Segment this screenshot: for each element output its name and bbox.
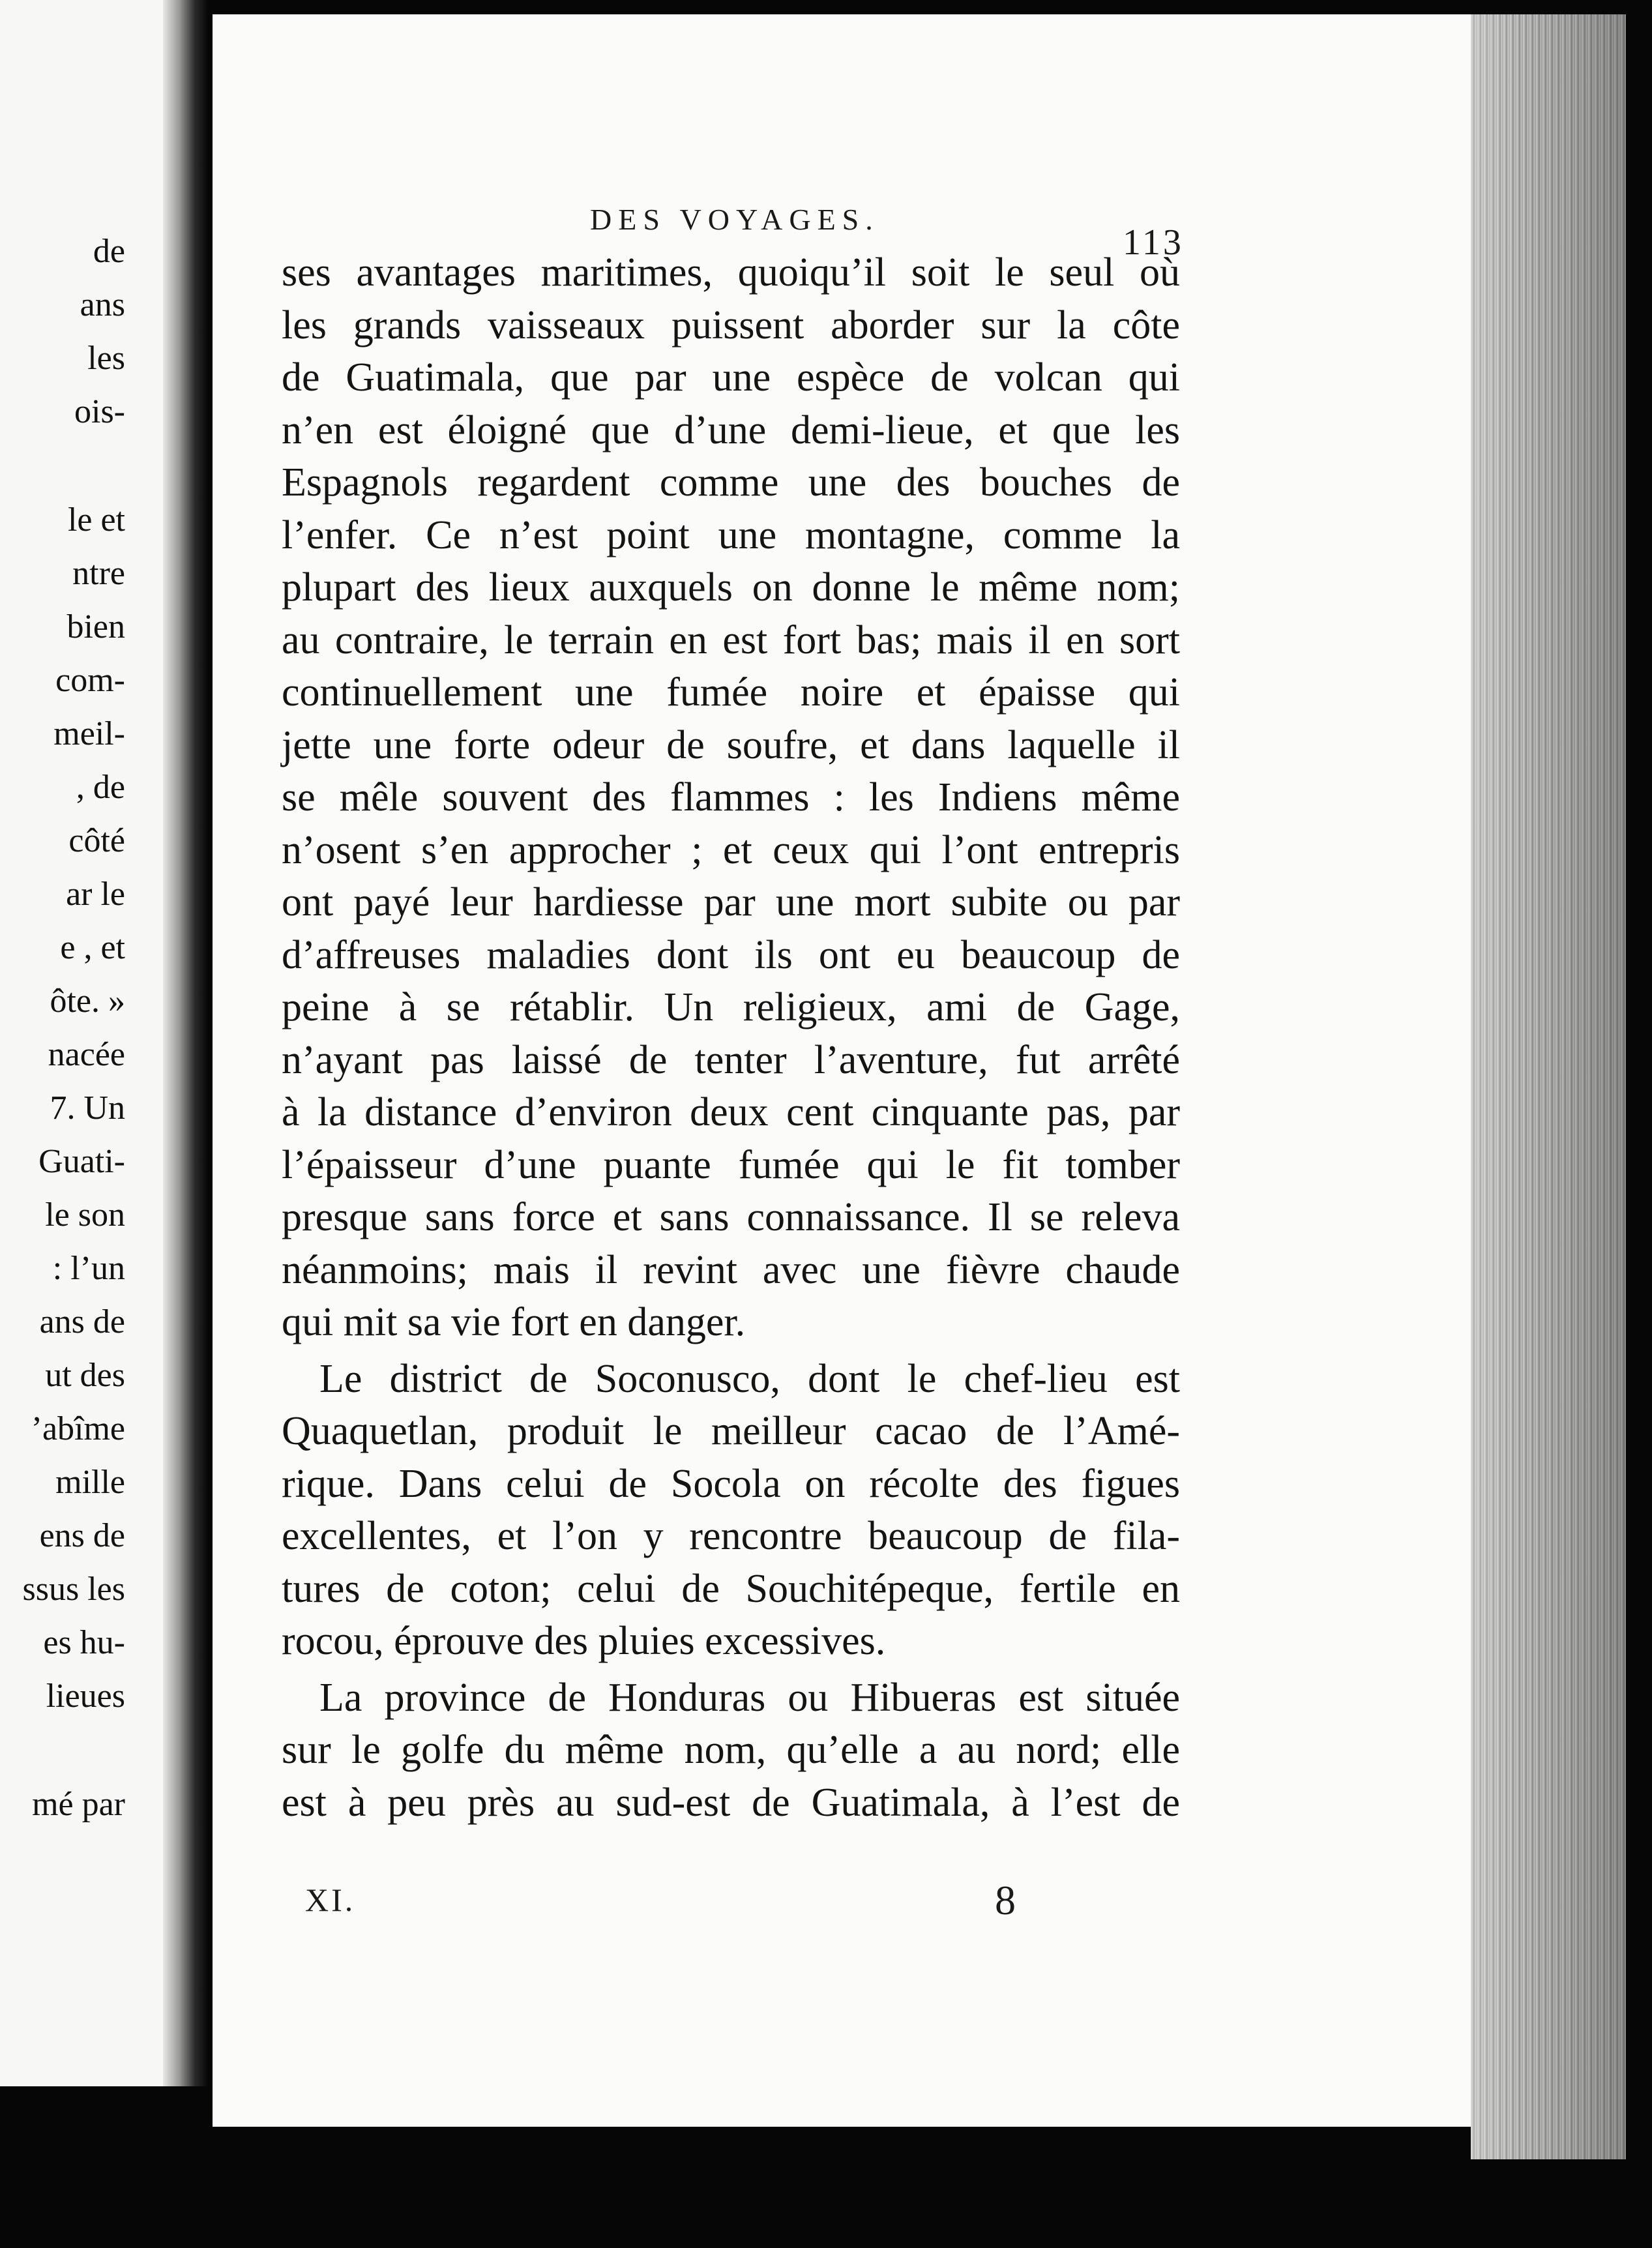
previous-page-line: mille: [55, 1464, 125, 1501]
gathering-mark: 8: [995, 1877, 1016, 1923]
text-line: excellentes, et l’on y rencontre beaucoup de fila-: [282, 1514, 1180, 1558]
previous-page-line: ar le: [66, 876, 125, 913]
text-line: Espagnols regardent comme une des bouches de: [282, 460, 1180, 505]
text-line: est à peu près au sud-est de Guatimala, à l’est de: [282, 1780, 1180, 1825]
page-edges: [1471, 14, 1626, 2159]
text-line: l’épaisseur d’une puante fumée qui le fit tomber: [282, 1142, 1180, 1187]
previous-page-line: ut des: [45, 1357, 125, 1394]
volume-signature: XI.: [305, 1882, 356, 1918]
running-head: DES VOYAGES.: [590, 203, 879, 236]
text-line: au contraire, le terrain en est fort bas; mais il en sort: [282, 617, 1180, 662]
text-line: les grands vaisseaux puissent aborder sur la côte: [282, 303, 1180, 348]
text-line: ses avantages maritimes, quoiqu’il soit le seul où: [282, 250, 1180, 295]
previous-page-line: mé par: [32, 1786, 125, 1823]
previous-page-line: ’abîme: [31, 1410, 125, 1447]
previous-page-line: meil-: [53, 715, 125, 752]
previous-page-line: ans: [80, 286, 125, 323]
text-line: sur le golfe du même nom, qu’elle a au nord; elle: [282, 1728, 1180, 1772]
text-line: n’osent s’en approcher ; et ceux qui l’ont entrepris: [282, 827, 1180, 872]
previous-page-line: Guati-: [38, 1143, 125, 1180]
previous-page-line: le et: [67, 501, 125, 539]
previous-page-line: nacée: [48, 1036, 125, 1073]
previous-page-line: : l’un: [52, 1250, 125, 1287]
text-line: à la distance d’environ deux cent cinquante pas, par: [282, 1090, 1180, 1134]
previous-page-line: ois-: [74, 393, 125, 430]
text-line: néanmoins; mais il revint avec une fièvre chaude: [282, 1247, 1180, 1292]
text-line: rique. Dans celui de Socola on récolte des figues: [282, 1461, 1180, 1506]
previous-page-line: ans de: [39, 1303, 125, 1340]
previous-page-line: côté: [68, 822, 125, 859]
previous-page-line: bien: [66, 608, 125, 645]
text-line: de Guatimala, que par une espèce de volcan qui: [282, 355, 1180, 400]
previous-page-line: 7. Un: [50, 1089, 125, 1127]
previous-page-line: es hu-: [43, 1624, 125, 1661]
text-line: jette une forte odeur de soufre, et dans laquelle il: [282, 722, 1180, 767]
previous-page-fragment: [0, 0, 176, 2086]
previous-page-line: ssus les: [22, 1571, 125, 1608]
previous-page-line: ens de: [39, 1517, 125, 1554]
previous-page-line: le son: [45, 1196, 125, 1234]
previous-page-line: les: [87, 340, 125, 377]
previous-page-line: , de: [76, 769, 125, 806]
text-line: Le district de Soconusco, dont le chef-lieu est: [319, 1356, 1180, 1401]
text-line: n’ayant pas laissé de tenter l’aventure, fut arrêté: [282, 1037, 1180, 1082]
text-line: continuellement une fumée noire et épaisse qui: [282, 670, 1180, 715]
text-line: presque sans force et sans connaissance. Il se releva: [282, 1195, 1180, 1239]
text-line: l’enfer. Ce n’est point une montagne, comme la: [282, 512, 1180, 557]
text-line: rocou, éprouve des pluies excessives.: [282, 1619, 886, 1663]
text-line: n’en est éloigné que d’une demi-lieue, et que les: [282, 407, 1180, 452]
text-line: d’affreuses maladies dont ils ont eu beaucoup de: [282, 932, 1180, 977]
page-number: 113: [1123, 222, 1184, 263]
previous-page-line: lieues: [46, 1678, 125, 1715]
body-text: [282, 246, 1180, 1829]
previous-page-line: de: [93, 233, 125, 270]
previous-page-line: ôte. »: [50, 983, 125, 1020]
previous-page-line: e , et: [60, 929, 125, 966]
text-line: La province de Honduras ou Hibueras est située: [319, 1675, 1180, 1720]
text-line: plupart des lieux auxquels on donne le même nom;: [282, 565, 1180, 610]
text-line: se mêle souvent des flammes : les Indiens même: [282, 775, 1180, 820]
text-line: ont payé leur hardiesse par une mort subite ou par: [282, 880, 1180, 924]
text-line: qui mit sa vie fort en danger.: [282, 1300, 746, 1344]
book-gutter: [163, 0, 209, 2086]
previous-page-line: com-: [55, 662, 125, 699]
text-line: Quaquetlan, produit le meilleur cacao de l’Amé-: [282, 1409, 1180, 1453]
text-line: tures de coton; celui de Souchitépeque, fertile en: [282, 1566, 1180, 1611]
previous-page-line: ntre: [72, 555, 125, 592]
text-line: peine à se rétablir. Un religieux, ami de Gage,: [282, 985, 1180, 1029]
